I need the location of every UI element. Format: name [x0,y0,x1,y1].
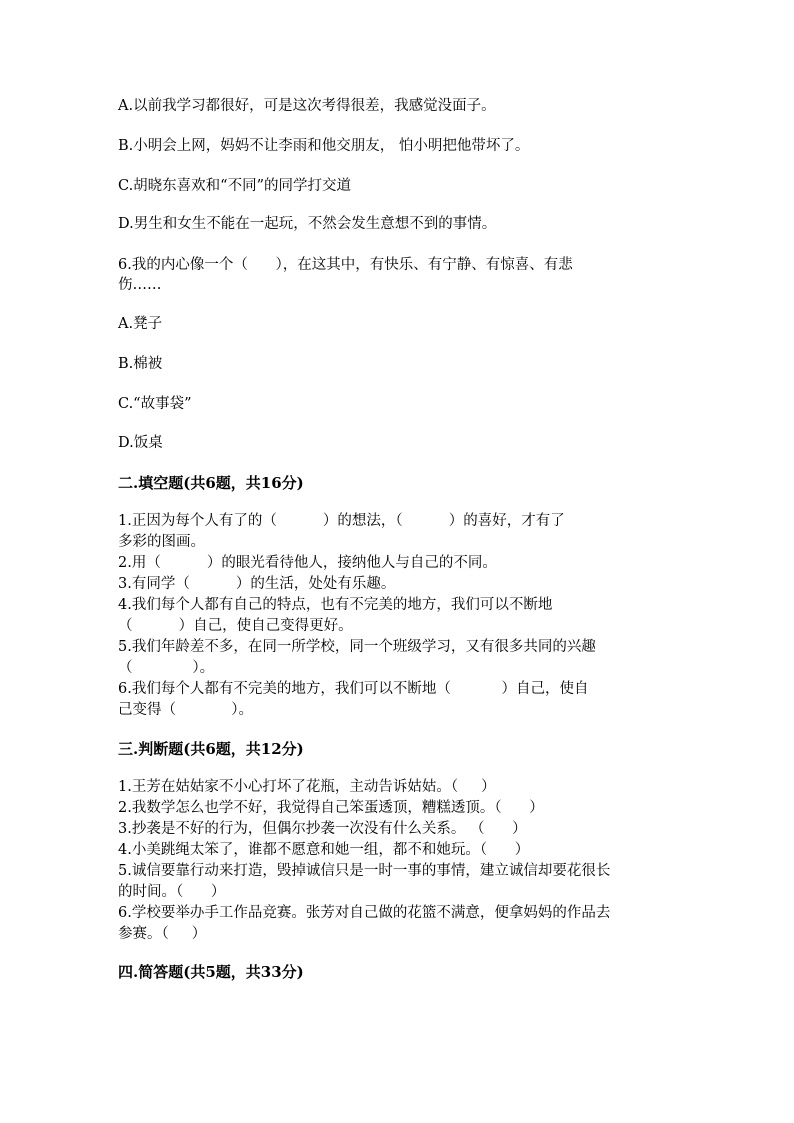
s2-line-8: （ ）。 [118,660,215,676]
q6-option-d: D.饭桌 [118,435,163,451]
s3-line-2: 2.我数学怎么也学不好，我觉得自己笨蛋透顶，糟糕透顶。（ ） [118,800,544,816]
s3-line-1: 1.王芳在姑姑家不小心打坏了花瓶，主动告诉姑姑。（ ） [118,779,496,795]
s2-line-9: 6.我们每个人都有不完美的地方，我们可以不断地（ ）自己，使自 [118,681,589,697]
q5-option-b: B.小明会上网，妈妈不让李雨和他交朋友， 怕小明把他带坏了。 [118,138,530,154]
s2-line-10: 己变得（ ）。 [118,702,254,718]
q5-option-a: A.以前我学习都很好，可是这次考得很差，我感觉没面子。 [118,98,496,114]
q6-option-b: B.棉被 [118,356,163,372]
s2-line-2: 多彩的图画。 [118,534,205,550]
q6-text-line-1: 6.我的内心像一个（ ），在这其中，有快乐、有宁静、有惊喜、有悲 [118,257,573,273]
s2-line-1: 1.正因为每个人有了的（ ）的想法，（ ）的喜好，才有了 [118,513,565,529]
s2-line-3: 2.用（ ）的眼光看待他人，接纳他人与自己的不同。 [118,555,497,571]
s3-line-4: 4.小美跳绳太笨了，谁都不愿意和她一组，都不和她玩。（ ） [118,842,530,858]
s3-line-7: 6.学校要举办手工作品竞赛。张芳对自己做的花篮不满意，便拿妈妈的作品去 [118,905,611,921]
s2-line-7: 5.我们年龄差不多，在同一所学校，同一个班级学习，又有很多共同的兴趣 [118,639,596,655]
q5-option-c: C.胡晓东喜欢和“不同”的同学打交道 [118,178,352,194]
q5-option-d: D.男生和女生不能在一起玩，不然会发生意想不到的事情。 [118,216,497,232]
section-2-heading: 二.填空题(共6题，共16分) [118,474,304,492]
s3-line-6: 的时间。（ ） [118,884,226,900]
section-3-heading: 三.判断题(共6题，共12分) [118,740,304,758]
s3-line-8: 参赛。（ ） [118,926,207,942]
q6-text-line-2: 伤…… [118,277,162,293]
s3-line-3: 3.抄袭是不好的行为，但偶尔抄袭一次没有什么关系。 （ ） [118,821,527,837]
q6-option-a: A.凳子 [118,316,163,332]
s2-line-5: 4.我们每个人都有自己的特点，也有不完美的地方，我们可以不断地 [118,597,553,613]
s3-line-5: 5.诚信要靠行动来打造，毁掉诚信只是一时一事的事情，建立诚信却要花很长 [118,863,611,879]
s2-line-4: 3.有同学（ ）的生活，处处有乐趣。 [118,576,396,592]
q6-option-c: C.“故事袋” [118,396,192,412]
section-4-heading: 四.简答题(共5题，共33分) [118,963,304,981]
s2-line-6: （ ）自己，使自己变得更好。 [118,618,353,634]
